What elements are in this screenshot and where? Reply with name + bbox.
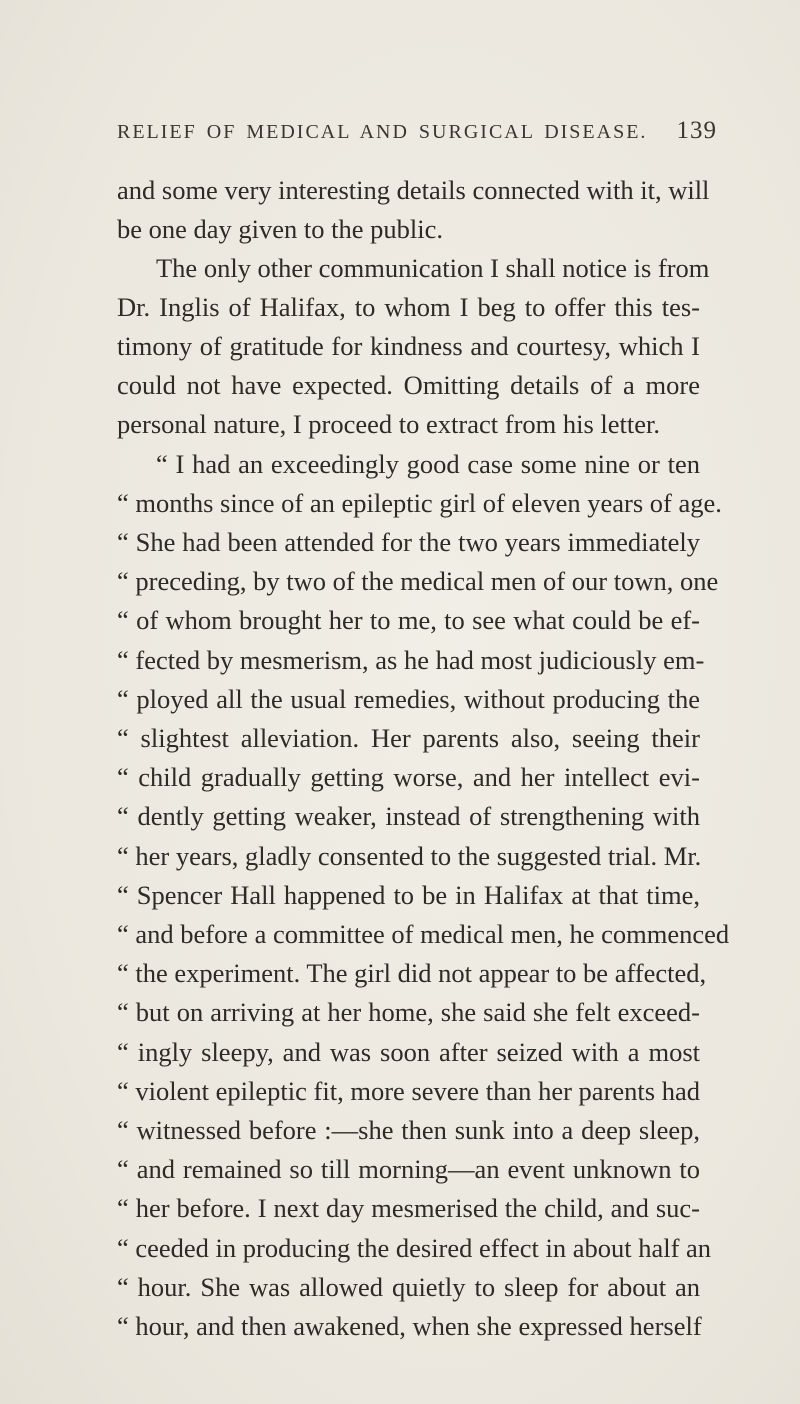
text-line: “ dently getting weaker, instead of strengthening with bbox=[117, 801, 700, 831]
text-line: could not have expected. Omitting details of a more bbox=[117, 370, 700, 400]
page-number: 139 bbox=[676, 117, 717, 144]
text-line: Dr. Inglis of Halifax, to whom I beg to offer this tes- bbox=[117, 292, 700, 322]
text-line: “ ingly sleepy, and was soon after seized with a most bbox=[117, 1037, 700, 1067]
text-line: be one day given to the public. bbox=[117, 214, 444, 244]
text-line: “ I had an exceedingly good case some nine or ten bbox=[156, 449, 700, 479]
text-line: “ hour, and then awakened, when she expressed herself bbox=[117, 1311, 702, 1341]
text-line: “ slightest alleviation. Her parents also, seeing their bbox=[117, 723, 700, 753]
text-line: “ her years, gladly consented to the suggested trial. Mr. bbox=[117, 841, 702, 871]
text-line: timony of gratitude for kindness and courtesy, which I bbox=[117, 331, 700, 361]
text-line: personal nature, I proceed to extract from his letter. bbox=[117, 409, 661, 439]
text-line: “ ceeded in producing the desired effect in about half an bbox=[117, 1233, 712, 1263]
text-line: “ and before a committee of medical men, he commenced bbox=[117, 919, 730, 949]
running-head-title: RELIEF OF MEDICAL AND SURGICAL DISEASE. bbox=[117, 121, 648, 143]
text-line: “ She had been attended for the two years immediately bbox=[117, 527, 700, 557]
text-line: and some very interesting details connected with it, will bbox=[117, 175, 710, 205]
text-line: “ but on arriving at her home, she said she felt exceed- bbox=[117, 997, 700, 1027]
text-line: “ child gradually getting worse, and her intellect evi- bbox=[117, 762, 700, 792]
text-line: “ months since of an epileptic girl of eleven years of age. bbox=[117, 488, 722, 518]
text-line: “ violent epileptic fit, more severe than her parents had bbox=[117, 1076, 700, 1106]
text-line: “ Spencer Hall happened to be in Halifax at that time, bbox=[117, 880, 700, 910]
text-line: “ fected by mesmerism, as he had most judiciously em- bbox=[117, 645, 705, 675]
text-line: “ and remained so till morning—an event unknown to bbox=[117, 1154, 700, 1184]
text-line: “ ployed all the usual remedies, without producing the bbox=[117, 684, 700, 714]
text-line: “ of whom brought her to me, to see what could be ef- bbox=[117, 605, 700, 635]
text-line: “ the experiment. The girl did not appear to be affected, bbox=[117, 958, 707, 988]
text-line: “ witnessed before :—she then sunk into a deep sleep, bbox=[117, 1115, 700, 1145]
running-head bbox=[117, 117, 717, 151]
text-line: “ hour. She was allowed quietly to sleep for about an bbox=[117, 1272, 700, 1302]
text-line: “ her before. I next day mesmerised the child, and suc- bbox=[117, 1193, 700, 1223]
text-line: The only other communication I shall notice is from bbox=[156, 253, 710, 283]
text-line: “ preceding, by two of the medical men of our town, one bbox=[117, 566, 719, 596]
